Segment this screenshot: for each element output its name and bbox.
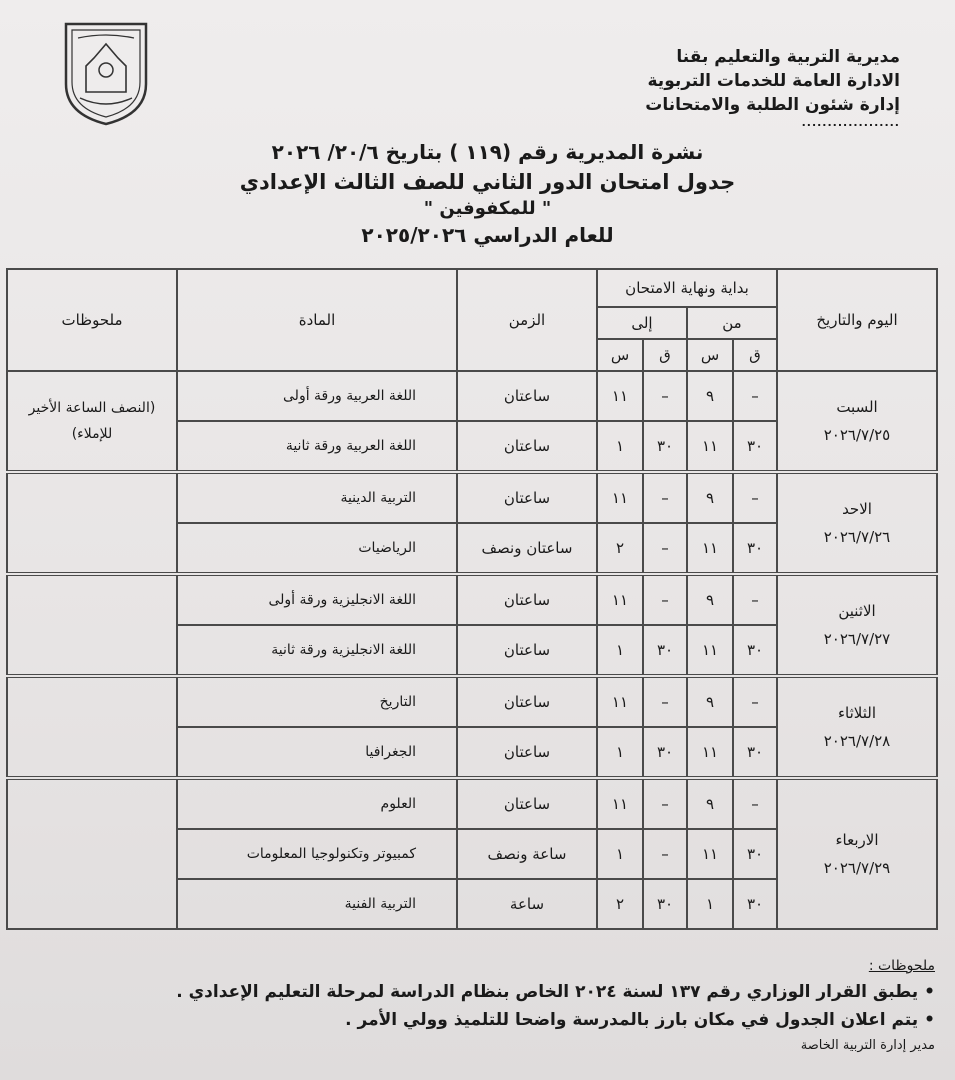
academic-year: للعام الدراسي ٢٠٢٥/٢٠٢٦ [361,223,614,247]
to-minute: – [643,472,687,523]
day-name: الاربعاء [835,831,879,849]
signature-line: مدير إدارة التربية الخاصة [800,1038,935,1053]
to-hour: ٢ [597,523,643,574]
subject: الرياضيات [177,523,457,574]
from-minute: – [733,676,777,727]
day-date: ٢٠٢٦/٧/٢٨ [823,732,891,750]
duration: ساعة [457,879,597,929]
subject: اللغة العربية ورقة ثانية [177,421,457,472]
header-notes: ملحوظات [7,269,177,371]
directorate-header [645,45,900,135]
duration: ساعتان [457,625,597,676]
header-to: إلى [597,307,687,339]
duration: ساعتان [457,727,597,778]
note-item [20,982,935,1002]
to-hour: ١ [597,829,643,879]
to-minute: ٣٠ [643,879,687,929]
from-minute: ٣٠ [733,829,777,879]
header-line-administration: الادارة العامة للخدمات التربوية [647,71,900,91]
from-hour: ٩ [687,676,733,727]
duration: ساعتان [457,574,597,625]
day-date: ٢٠٢٦/٧/٢٧ [823,630,891,648]
subject: اللغة الانجليزية ورقة ثانية [177,625,457,676]
from-minute: ٣٠ [733,421,777,472]
from-hour: ١١ [687,625,733,676]
notes-cell [7,676,177,778]
day-name: الثلاثاء [837,704,876,722]
day-date: ٢٠٢٦/٧/٢٥ [823,426,891,444]
to-minute: ٣٠ [643,727,687,778]
note-text: يطبق القرار الوزاري رقم ١٣٧ لسنة ٢٠٢٤ الخاص بنظام الدراسة لمرحلة التعليم الإعدادي . [176,982,919,1002]
notes-cell: (النصف الساعة الأخير للإملاء) [7,371,177,472]
header-from-hour: س [687,339,733,371]
to-minute: – [643,523,687,574]
day-name: السبت [836,398,878,416]
from-hour: ١١ [687,421,733,472]
notes-cell [7,778,177,929]
table-row [7,371,937,421]
schedule-title: جدول امتحان الدور الثاني للصف الثالث الإعدادي [239,170,736,194]
day-date: ٢٠٢٦/٧/٢٦ [823,528,891,546]
notes-cell [7,574,177,676]
day-name: الاحد [842,500,872,518]
duration: ساعتان [457,676,597,727]
from-hour: ٩ [687,778,733,829]
to-hour: ٢ [597,879,643,929]
duration: ساعتان [457,472,597,523]
from-hour: ١ [687,879,733,929]
day-cell [777,778,937,929]
header-exam-range: بداية ونهاية الامتحان [597,269,777,307]
table-row [7,574,937,625]
header-line-directorate: مديرية التربية والتعليم بقنا [676,47,900,67]
subject: اللغة الانجليزية ورقة أولى [177,574,457,625]
duration: ساعتان ونصف [457,523,597,574]
schedule-subtitle: " للمكفوفين " [423,198,552,219]
from-minute: – [733,472,777,523]
exam-schedule-table [6,268,938,930]
subject: التربية الفنية [177,879,457,929]
day-cell [777,472,937,574]
header-from-minute: ق [733,339,777,371]
from-hour: ٩ [687,472,733,523]
from-hour: ٩ [687,574,733,625]
to-minute: – [643,676,687,727]
day-cell [777,676,937,778]
to-minute: – [643,371,687,421]
to-hour: ١١ [597,472,643,523]
table-row [7,676,937,727]
header-day-date: اليوم والتاريخ [777,269,937,371]
to-hour: ١١ [597,778,643,829]
from-minute: ٣٠ [733,879,777,929]
to-minute: ٣٠ [643,625,687,676]
day-date: ٢٠٢٦/٧/٢٩ [823,859,891,877]
from-minute: – [733,778,777,829]
header-duration: الزمن [457,269,597,371]
subject: التاريخ [177,676,457,727]
from-minute: ٣٠ [733,727,777,778]
notes-section [20,958,935,1053]
from-hour: ١١ [687,727,733,778]
duration: ساعتان [457,371,597,421]
header-dots: ................... [801,116,900,129]
subject: العلوم [177,778,457,829]
notes-title: ملحوظات : [868,958,935,974]
from-minute: ٣٠ [733,625,777,676]
duration: ساعة ونصف [457,829,597,879]
bullet-icon: • [924,982,935,1002]
from-minute: ٣٠ [733,523,777,574]
to-hour: ١١ [597,371,643,421]
subject: التربية الدينية [177,472,457,523]
to-minute: – [643,829,687,879]
to-hour: ١١ [597,574,643,625]
to-minute: – [643,778,687,829]
to-hour: ١ [597,727,643,778]
from-hour: ١١ [687,829,733,879]
day-name: الاثنين [838,602,876,620]
from-hour: ١١ [687,523,733,574]
document-titles [160,140,815,247]
subject: كمبيوتر وتكنولوجيا المعلومات [177,829,457,879]
day-cell [777,574,937,676]
to-hour: ١١ [597,676,643,727]
duration: ساعتان [457,421,597,472]
duration: ساعتان [457,778,597,829]
table-row [7,778,937,829]
to-minute: ٣٠ [643,421,687,472]
to-minute: – [643,574,687,625]
to-hour: ١ [597,625,643,676]
directorate-seal-icon [58,14,154,126]
header-subject: المادة [177,269,457,371]
subject: اللغة العربية ورقة أولى [177,371,457,421]
from-minute: – [733,574,777,625]
header-from: من [687,307,777,339]
from-hour: ٩ [687,371,733,421]
exam-schedule-table-wrap [8,268,938,930]
header-line-department: إدارة شئون الطلبة والامتحانات [645,95,900,115]
bulletin-number: نشرة المديرية رقم (١١٩ ) بتاريخ ٢٠/٦/ ٢٠٢٦ [271,140,704,164]
notes-cell [7,472,177,574]
table-row [7,472,937,523]
to-hour: ١ [597,421,643,472]
table-header-row [7,269,937,307]
day-cell [777,371,937,472]
note-text: يتم اعلان الجدول في مكان بارز بالمدرسة واضحا للتلميذ وولي الأمر . [345,1010,919,1030]
header-to-hour: س [597,339,643,371]
header-to-minute: ق [643,339,687,371]
subject: الجغرافيا [177,727,457,778]
note-item [20,1010,935,1030]
from-minute: – [733,371,777,421]
bullet-icon: • [924,1010,935,1030]
